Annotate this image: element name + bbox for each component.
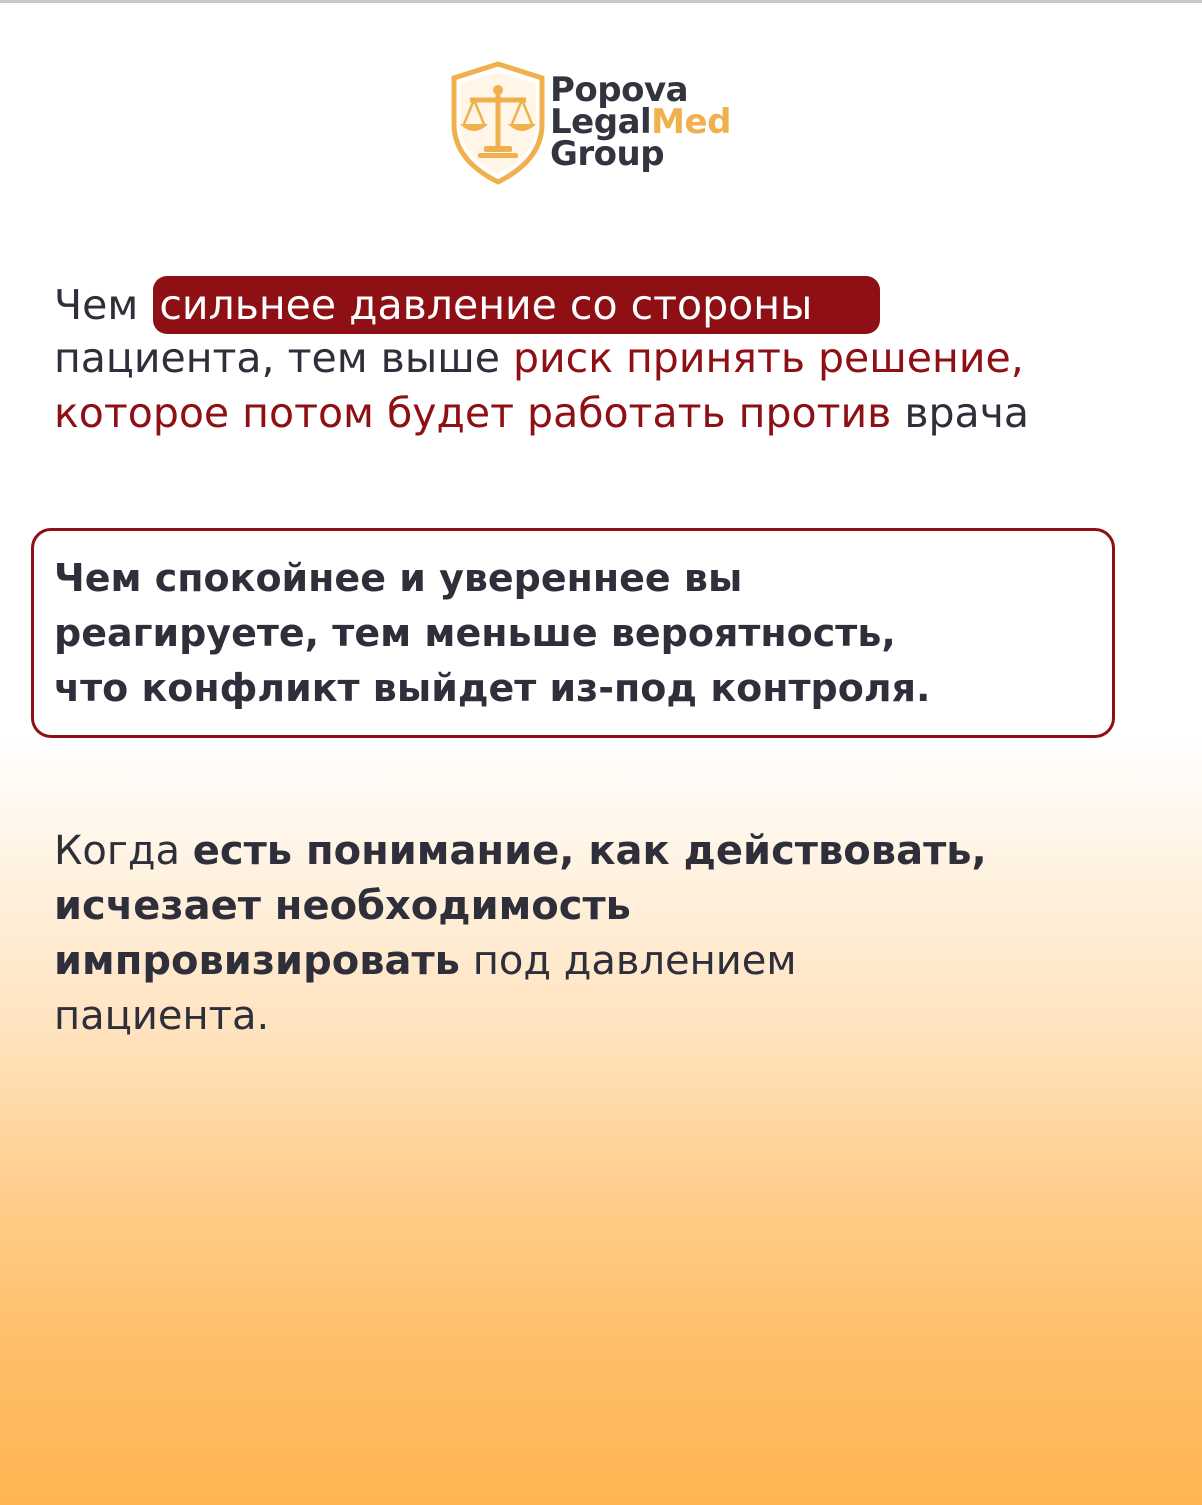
intro-text: Чем <box>54 281 139 329</box>
callout-line-3: что конфликт выйдет из-под контроля. <box>54 666 931 710</box>
company-logo <box>448 60 758 186</box>
callout-line-1: Чем спокойнее и увереннее вы <box>54 556 743 600</box>
callout-line-2: реагируете, тем меньше вероятность, <box>54 611 896 655</box>
red-emphasis: которое потом будет работать против <box>54 389 892 437</box>
logo-legal: Legal <box>550 102 652 142</box>
intro-text: пациента, тем выше <box>54 334 500 382</box>
conclusion-bold: есть понимание, как действовать, <box>192 828 987 874</box>
intro-line-1 <box>54 276 1164 331</box>
conclusion-line-2 <box>54 879 987 934</box>
highlighted-phrase: сильнее давление со стороны <box>153 276 880 334</box>
intro-line-3 <box>54 386 1164 441</box>
conclusion-bold: импровизировать <box>54 938 460 984</box>
conclusion-text: под давлением <box>472 938 797 984</box>
top-divider <box>0 0 1202 3</box>
logo-wordmark <box>550 70 731 174</box>
conclusion-line-4 <box>54 989 987 1044</box>
conclusion-text: Когда <box>54 828 181 874</box>
callout-box <box>31 528 1115 738</box>
conclusion-text: пациента. <box>54 993 270 1039</box>
red-emphasis: риск принять решение, <box>512 334 1024 382</box>
logo-med: Med <box>651 102 731 142</box>
logo-line-3: Group <box>550 134 665 174</box>
logo-line-1: Popova <box>550 70 689 110</box>
conclusion-paragraph <box>54 824 987 1044</box>
conclusion-line-1 <box>54 824 987 879</box>
conclusion-line-3 <box>54 934 987 989</box>
conclusion-bold: исчезает необходимость <box>54 883 631 929</box>
intro-paragraph <box>54 276 1164 441</box>
intro-line-2 <box>54 331 1164 386</box>
scales-of-justice-shield-icon <box>448 60 548 186</box>
intro-text: врача <box>904 389 1029 437</box>
callout-text <box>54 551 930 716</box>
